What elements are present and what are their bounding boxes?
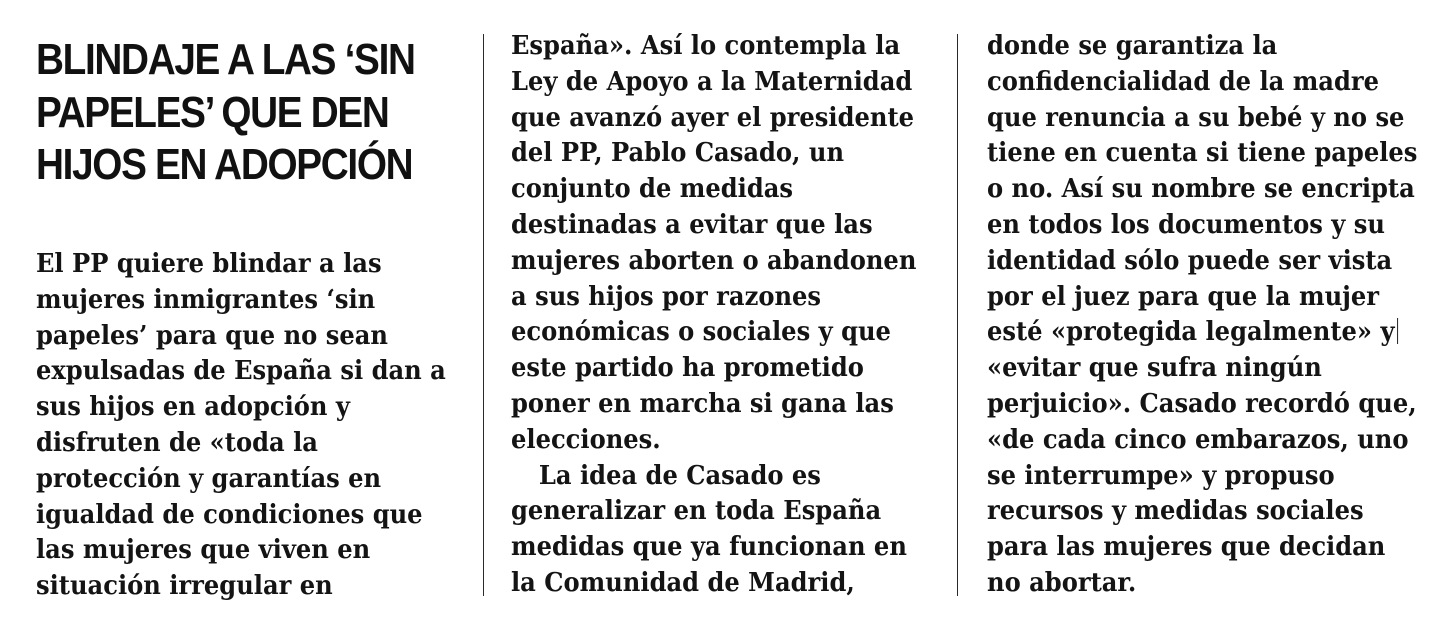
text-line: poner en marcha si gana las [511,388,894,419]
text-line: «de cada cinco embarazos, uno [987,424,1409,455]
text-line: este partido ha prometido [511,353,864,384]
text-line: mujeres aborten o abandonen [511,245,917,276]
text-line: «evitar que sufra ningún [987,353,1322,384]
text-line: disfruten de «toda la [36,427,318,458]
text-line: El PP quiere blindar a las [36,249,382,279]
text-line: no abortar. [987,567,1137,598]
text-cursor [1397,318,1398,344]
text-line: igualdad de condiciones que [36,499,423,530]
text-line: que avanzó ayer el presidente [511,102,915,133]
text-line: generalizar en toda España [511,496,882,527]
text-line: recursos y medidas sociales [987,496,1364,527]
text-line: medidas que ya funcionan en [511,532,907,563]
text-line: o no. Así su nombre se encripta [987,174,1415,205]
text-line: perjuicio». Casado recordó que, [987,388,1417,419]
text-line: a sus hijos por razones [511,281,822,312]
text-line: identidad sólo puede ser vista [987,245,1393,276]
text-line: del PP, Pablo Casado, un [511,138,845,169]
text-line: económicas o sociales y que [511,317,891,348]
text-line: protección y garantías en [36,463,382,494]
headline-line: BLINDAJE A LAS ‘SIN [36,35,415,84]
text-line: papeles’ para que no sean [36,320,388,351]
column-divider [957,34,958,596]
text-line: mujeres inmigrantes ‘sin [36,284,376,315]
text-line: que renuncia a su bebé y no se [987,102,1405,133]
text-line: para las mujeres que decidan [987,532,1386,563]
text-line: España». Así lo contempla la [511,31,901,61]
text-line: esté «protegida legalmente» y [987,317,1395,348]
headline [36,34,466,192]
text-line: elecciones. [511,424,661,455]
text-line: destinadas a evitar que las [511,209,873,240]
text-line: Ley de Apoyo a la Maternidad [511,66,913,97]
article-column-3 [987,0,1427,630]
text-line-with-cursor[interactable] [987,315,1417,351]
paragraph [36,247,477,605]
article-column-1 [36,0,466,630]
text-line: las mujeres que viven en [36,535,371,566]
text-line: conjunto de medidas [511,174,794,205]
headline-line: PAPELES’ QUE DEN [36,87,389,137]
text-line: en todos los documentos y su [987,209,1385,240]
headline-line: HIJOS EN ADOPCIÓN [36,140,413,189]
text-line: expulsadas de España si dan a [36,356,446,387]
article-column-2 [511,0,941,630]
paragraph [987,29,1442,602]
text-line: confidencialidad de la madre [987,66,1379,97]
text-line: La idea de Casado es [538,460,821,491]
text-line: situación irregular en [36,571,333,602]
text-line: la Comunidad de Madrid, [511,567,855,598]
text-line: tiene en cuenta si tiene papeles [987,138,1418,169]
text-line: se interrumpe» y propuso [987,460,1335,491]
text-line: por el juez para que la mujer [987,281,1380,312]
text-line: donde se garantiza la [987,31,1278,61]
paragraph [511,29,947,602]
column-divider [483,34,484,596]
text-line: sus hijos en adopción y [36,392,350,423]
